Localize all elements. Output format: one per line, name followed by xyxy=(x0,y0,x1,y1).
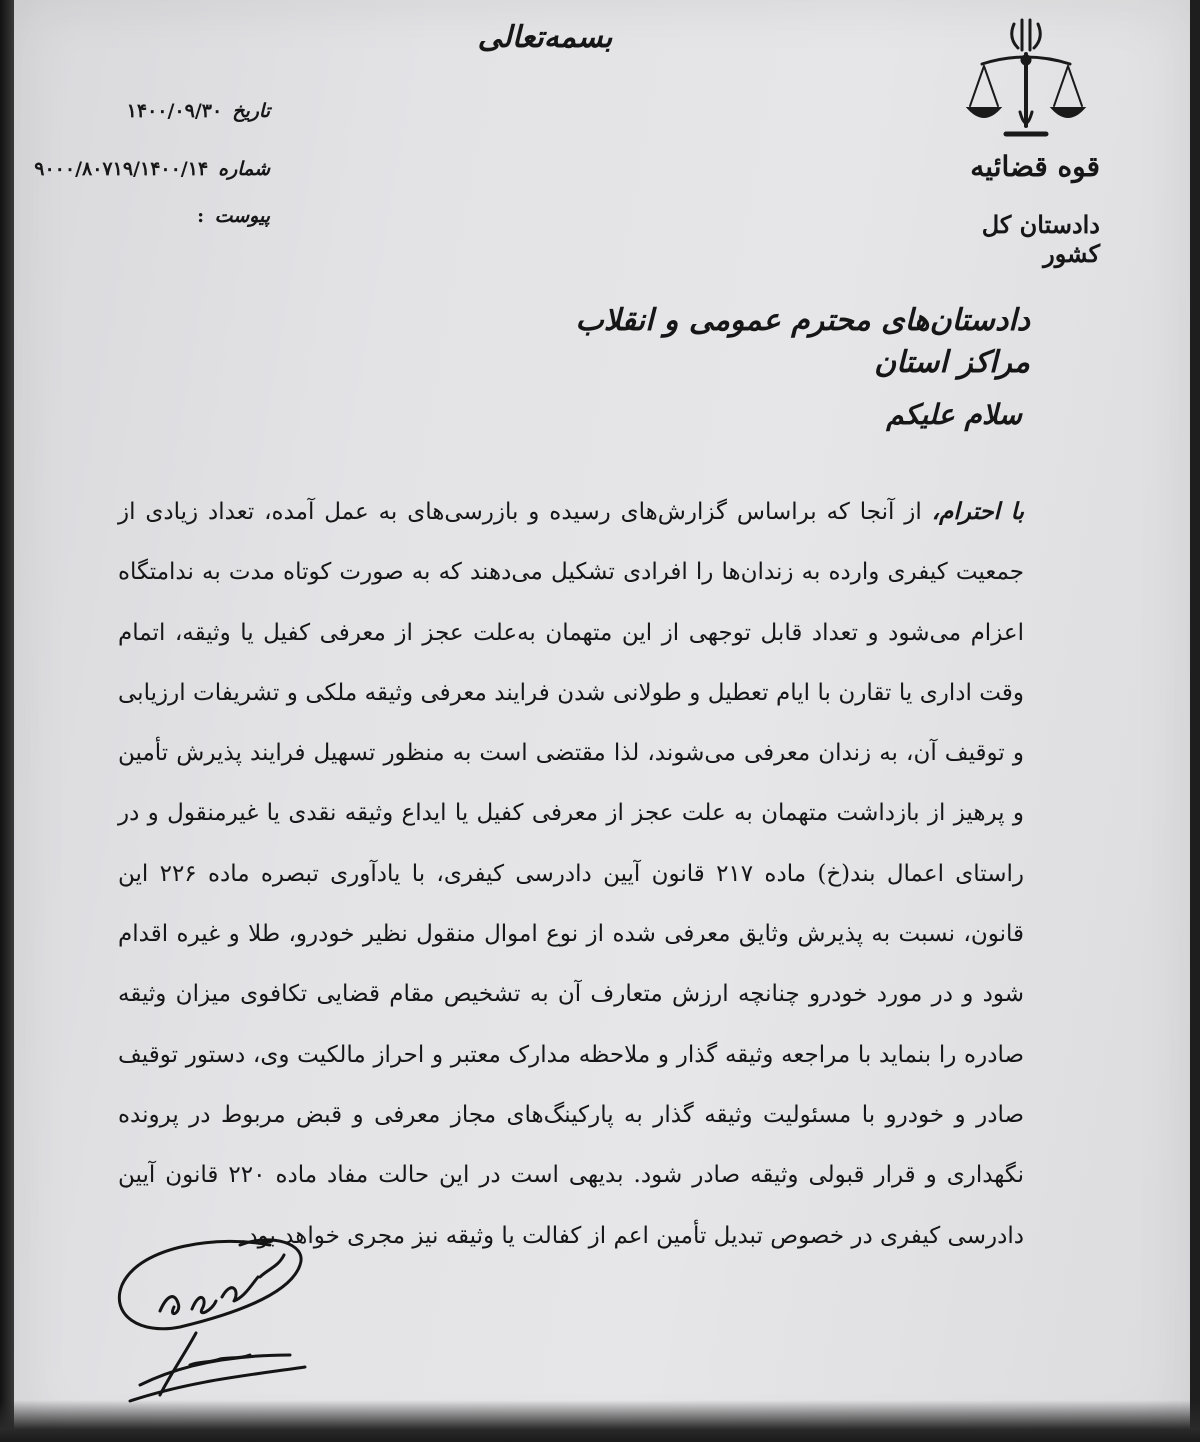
letter-number xyxy=(20,158,270,180)
recipient-line: دادستان‌های محترم عمومی و انقلاب مراکز استان xyxy=(575,303,1030,380)
photo-bottom-edge xyxy=(0,1400,1200,1442)
number-value: ۹۰۰۰/۸۰۷۱۹/۱۴۰۰/۱۴ xyxy=(34,158,209,180)
body-lead: با احترام، xyxy=(931,498,1024,525)
attachment-value: : xyxy=(197,205,205,227)
handwritten-signature xyxy=(100,1215,330,1415)
body-paragraph: از آنجا که براساس گزارش‌های رسیده و بازرسی‌های به عمل آمده، تعداد زیادی از جمعیت کیفری وارده به زندان‌ها را افرادی تشکیل می‌دهند که به صورت کوتاه مدت به ندامتگاه اعزام می‌شود و تعداد قابل توجهی از این متهمان به‌علت عجز از معرفی کفیل یا وثیقه، اتمام وقت اداری یا تقارن با ایام تعطیل و طولانی شدن فرایند معرفی وثیقه ملکی و تشریفات ارزیابی و توقیف آن، به زندان معرفی می‌شوند، لذا مقتضی است به منظور تسهیل فرایند پذیرش تأمین و پرهیز از بازداشت متهمان به علت عجز از معرفی کفیل یا ایداع وثیقه نقدی یا غیرمنقول و در راستای اعمال بند(خ) ماده ۲۱۷ قانون آیین دادرسی کیفری، با یادآوری تبصره ماده ۲۲۶ این قانون، نسبت به پذیرش وثایق معرفی شده از نوع اموال منقول نظیر خودرو، طلا و غیره اقدام شود و در مورد خودرو چنانچه ارزش متعارف آن به تشخیص مقام قضایی تکافوی میزان وثیقه صادره را بنماید با مراجعه وثیقه گذار و ملاحظه مدارک معتبر و احراز مالکیت وی، دستور توقیف صادر و خودرو با مسئولیت وثیقه گذار به پارکینگ‌های مجاز معرفی و قبض مربوط در پرونده نگهداری و قرار قبولی وثیقه صادر شود. بدیهی است در این حالت مفاد ماده ۲۲۰ قانون آیین دادرسی کیفری در خصوص تبدیل تأمین اعم از کفالت یا وثیقه نیز مجری خواهد بود. xyxy=(118,499,1024,1249)
scales-of-justice-emblem-icon xyxy=(962,16,1092,146)
letter-attachment xyxy=(20,205,270,227)
date-label: تاریخ xyxy=(232,100,270,122)
photo-left-edge xyxy=(0,0,14,1442)
greeting: سلام علیکم xyxy=(886,398,1022,431)
letter-body xyxy=(118,482,1024,1266)
number-label: شماره xyxy=(218,158,270,180)
attachment-label: پیوست xyxy=(214,205,270,227)
organization-department: دادستان کل کشور xyxy=(981,210,1100,268)
date-value: ۱۴۰۰/۰۹/۳۰ xyxy=(126,100,223,122)
basmala-heading: بسمه‌تعالی xyxy=(477,20,613,55)
organization-name: قوه قضائیه xyxy=(970,150,1100,183)
letter-date xyxy=(20,100,270,122)
